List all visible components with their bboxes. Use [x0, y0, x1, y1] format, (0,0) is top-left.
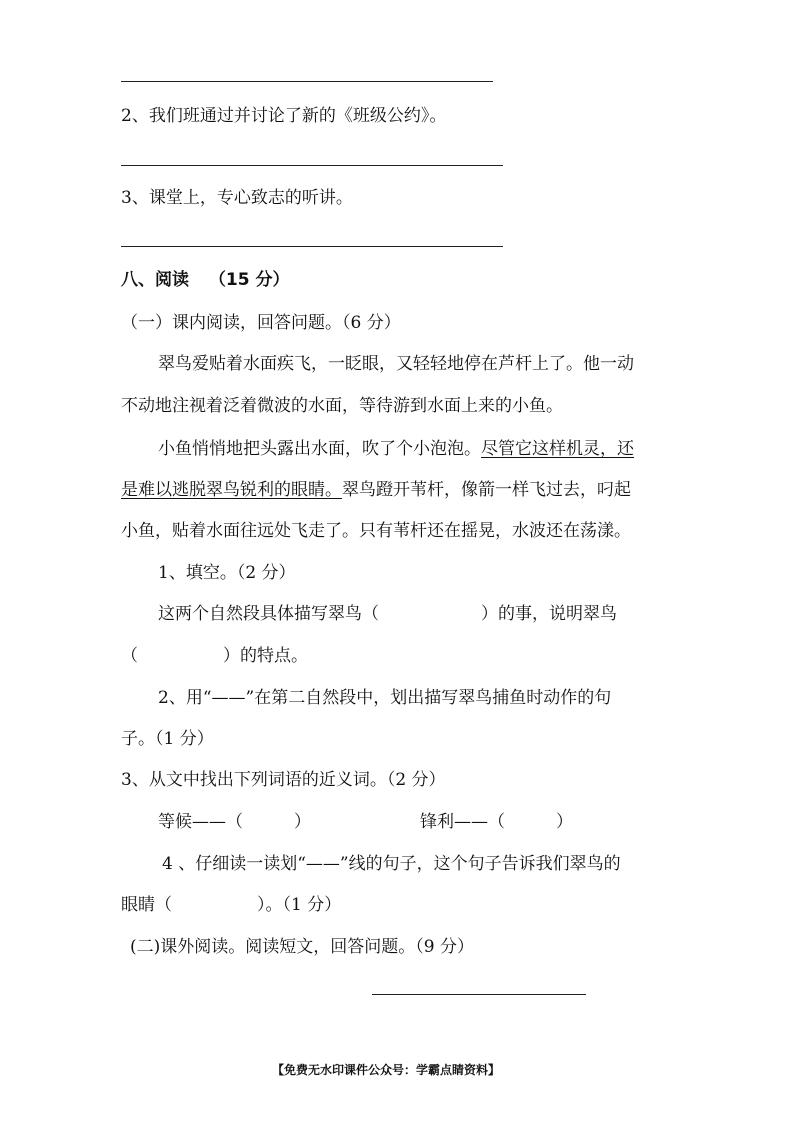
- question-4-line2: 眼睛（ ）。（1 分）: [121, 895, 342, 915]
- answer-line-3: [121, 246, 503, 247]
- item-2: 2、我们班通过并讨论了新的《班级公约》。: [121, 106, 447, 126]
- title-blank-line: [372, 994, 586, 995]
- section-score: （15 分）: [208, 270, 290, 290]
- question-1: 1、填空。（2 分）: [158, 563, 296, 583]
- underlined-sentence: 是难以逃脱翠鸟锐利的眼睛。: [121, 480, 342, 500]
- question-3: 3、从文中找出下列词语的近义词。（2 分）: [121, 770, 446, 790]
- passage-p1-line1: 翠鸟爱贴着水面疾飞，一眨眼，又轻轻地停在芦杆上了。他一动: [158, 354, 634, 374]
- question-2-line2: 子。（1 分）: [121, 729, 214, 749]
- question-3-word1: 等候——（ ）: [158, 812, 311, 832]
- question-3-word2: 锋利——（ ）: [420, 812, 573, 832]
- answer-line-2: [121, 165, 503, 166]
- answer-line-1: [121, 81, 493, 82]
- section-title: 八、阅读: [121, 270, 189, 290]
- part1-title: （一）课内阅读，回答问题。（6 分）: [121, 313, 401, 333]
- item-3: 3、课堂上，专心致志的听讲。: [121, 188, 353, 208]
- passage-text: 小鱼悄悄地把头露出水面，吹了个小泡泡。: [158, 439, 481, 459]
- part2-title: (二)课外阅读。阅读短文，回答问题。（9 分）: [130, 937, 474, 957]
- passage-p2-line1: [158, 437, 634, 461]
- passage-p2-line2: [121, 478, 631, 502]
- underlined-sentence: 尽管它这样机灵，还: [481, 439, 634, 459]
- question-1-line1: 这两个自然段具体描写翠鸟（ ）的事，说明翠鸟: [158, 604, 617, 624]
- passage-p2-line3: 小鱼，贴着水面往远处飞走了。只有苇杆还在摇晃，水波还在荡漾。: [121, 521, 631, 541]
- footer-note: 【免费无水印课件公众号：学霸点睛资料】: [272, 1063, 501, 1077]
- passage-text: 翠鸟蹬开苇杆，像箭一样飞过去，叼起: [342, 480, 631, 500]
- question-2-line1: 2、用“——”在第二自然段中，划出描写翠鸟捕鱼时动作的句: [158, 688, 612, 708]
- question-1-line2: （ ）的特点。: [121, 646, 308, 666]
- section-heading: [121, 268, 290, 292]
- passage-p1-line2: 不动地注视着泛着微波的水面，等待游到水面上来的小鱼。: [121, 396, 563, 416]
- question-4-line1: 4 、仔细读一读划“——”线的句子，这个句子告诉我们翠鸟的: [162, 854, 621, 874]
